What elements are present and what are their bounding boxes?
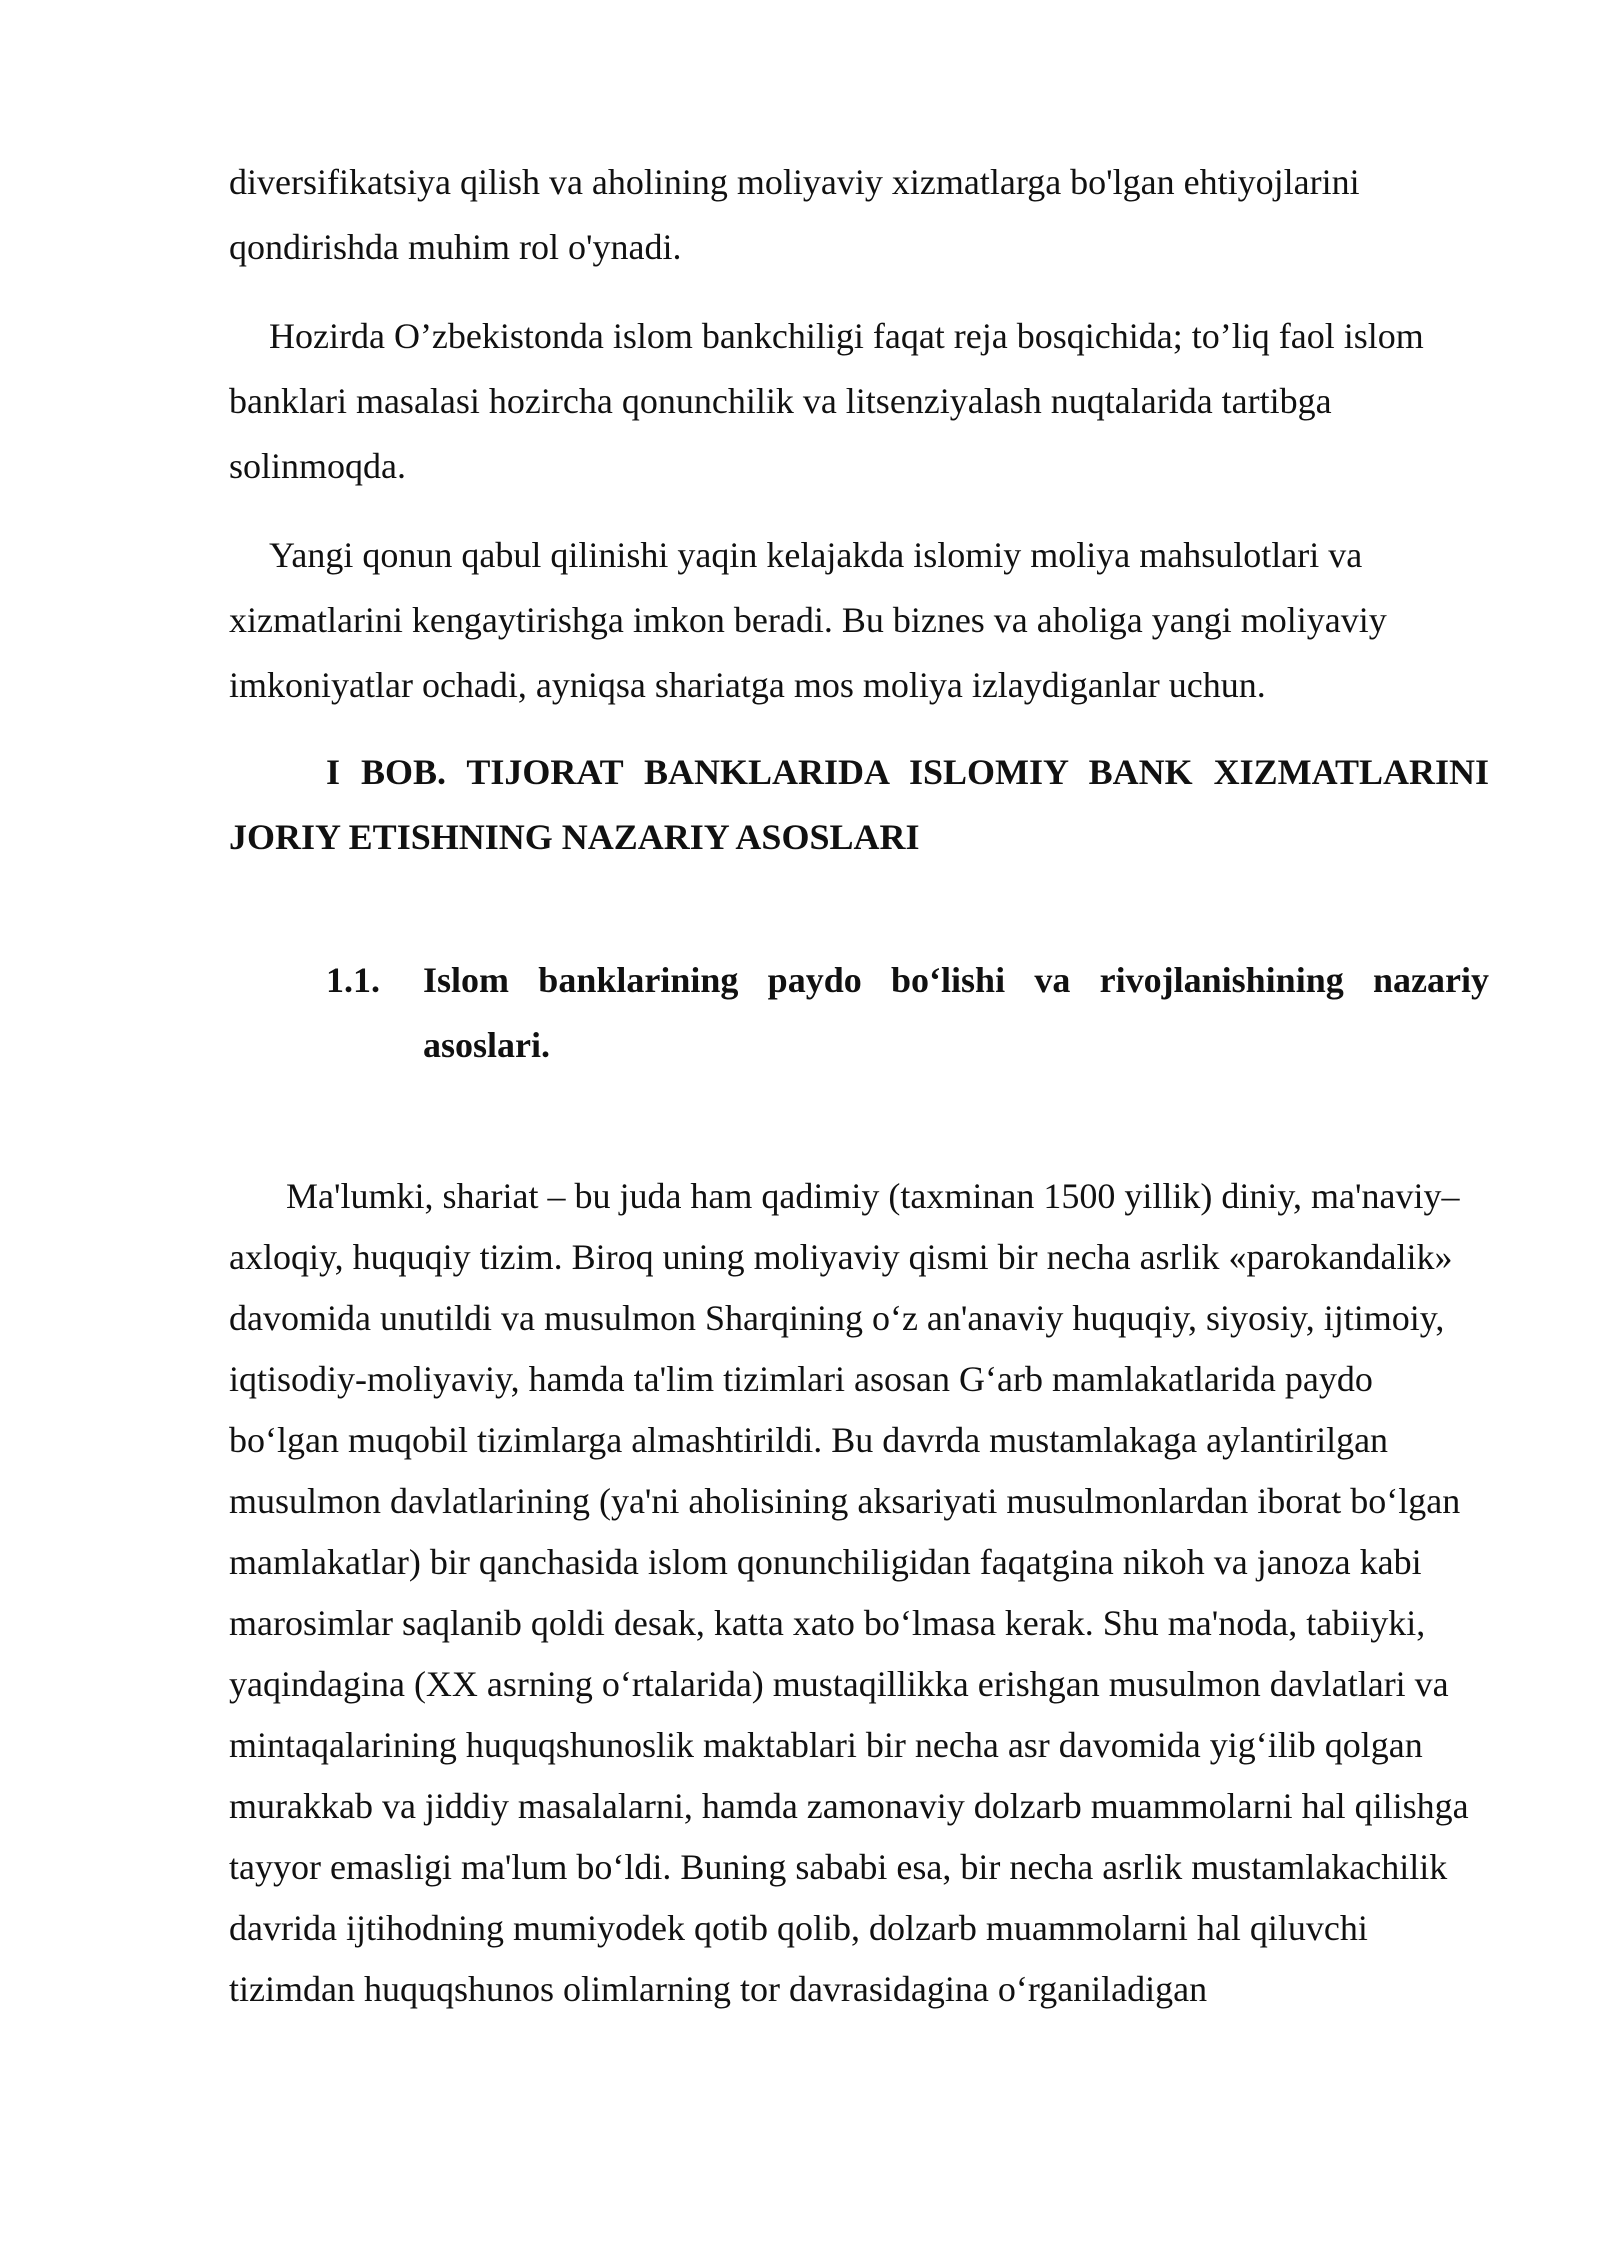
section-title: Islom banklarining paydo bo‘lishi va rivojlanishining nazariy asoslari. <box>423 960 1489 1065</box>
document-page <box>229 150 1489 2020</box>
paragraph-intro-continuation: diversifikatsiya qilish va aholining moliyaviy xizmatlarga bo'lgan ehtiyojlarini qondirishda muhim rol o'ynadi. <box>229 162 1360 267</box>
paragraph-current-status: Hozirda O’zbekistonda islom bankchiligi faqat reja bosqichida; to’liq faol islom banklari masalasi hozircha qonunchilik va litsenziyalash nuqtalarida tartibga solinmoqda. <box>229 316 1424 486</box>
section-heading <box>229 948 1489 1078</box>
section-number: 1.1. <box>326 960 380 1000</box>
paragraph-new-law: Yangi qonun qabul qilinishi yaqin kelajakda islomiy moliya mahsulotlari va xizmatlarini kengaytirishga imkon beradi. Bu biznes va aholiga yangi moliyaviy imkoniyatlar ochadi, ayniqsa shariatga mos moliya izlaydiganlar uchun. <box>229 535 1387 705</box>
body-paragraph: Ma'lumki, shariat – bu juda ham qadimiy (taxminan 1500 yillik) diniy, ma'naviy–axloqiy, huquqiy tizim. Biroq uning moliyaviy qismi bir necha asrlik «parokandalik» davomida unutildi va musulmon Sharqining o‘z an'anaviy huquqiy, siyosiy, ijtimoiy, iqtisodiy-moliyaviy, hamda ta'lim tizimlari asosan G‘arb mamlakatlarida paydo bo‘lgan muqobil tizimlarga almashtirildi. Bu davrda mustamlakaga aylantirilgan musulmon davlatlarining (ya'ni aholisining aksariyati musulmonlardan iborat bo‘lgan mamlakatlar) bir qanchasida islom qonunchiligidan faqatgina nikoh va janoza kabi marosimlar saqlanib qoldi desak, katta xato bo‘lmasa kerak. Shu ma'noda, tabiiyki, yaqindagina (XX asrning o‘rtalarida) mustaqillikka erishgan musulmon davlatlari va mintaqalarining huquqshunoslik maktablari bir necha asr davomida yig‘ilib qolgan murakkab va jiddiy masalalarni, hamda zamonaviy dolzarb muammolarni hal qilishga tayyor emasligi ma'lum bo‘ldi. Buning sababi esa, bir necha asrlik mustamlakachilik davrida ijtihodning mumiyodek qotib qolib, dolzarb muammolarni hal qiluvchi tizimdan huquqshunos olimlarning tor davrasidagina o‘rganiladigan <box>229 1176 1469 2009</box>
chapter-heading: I BOB. TIJORAT BANKLARIDA ISLOMIY BANK XIZMATLARINI JORIY ETISHNING NAZARIY ASOSLARI <box>229 752 1489 857</box>
